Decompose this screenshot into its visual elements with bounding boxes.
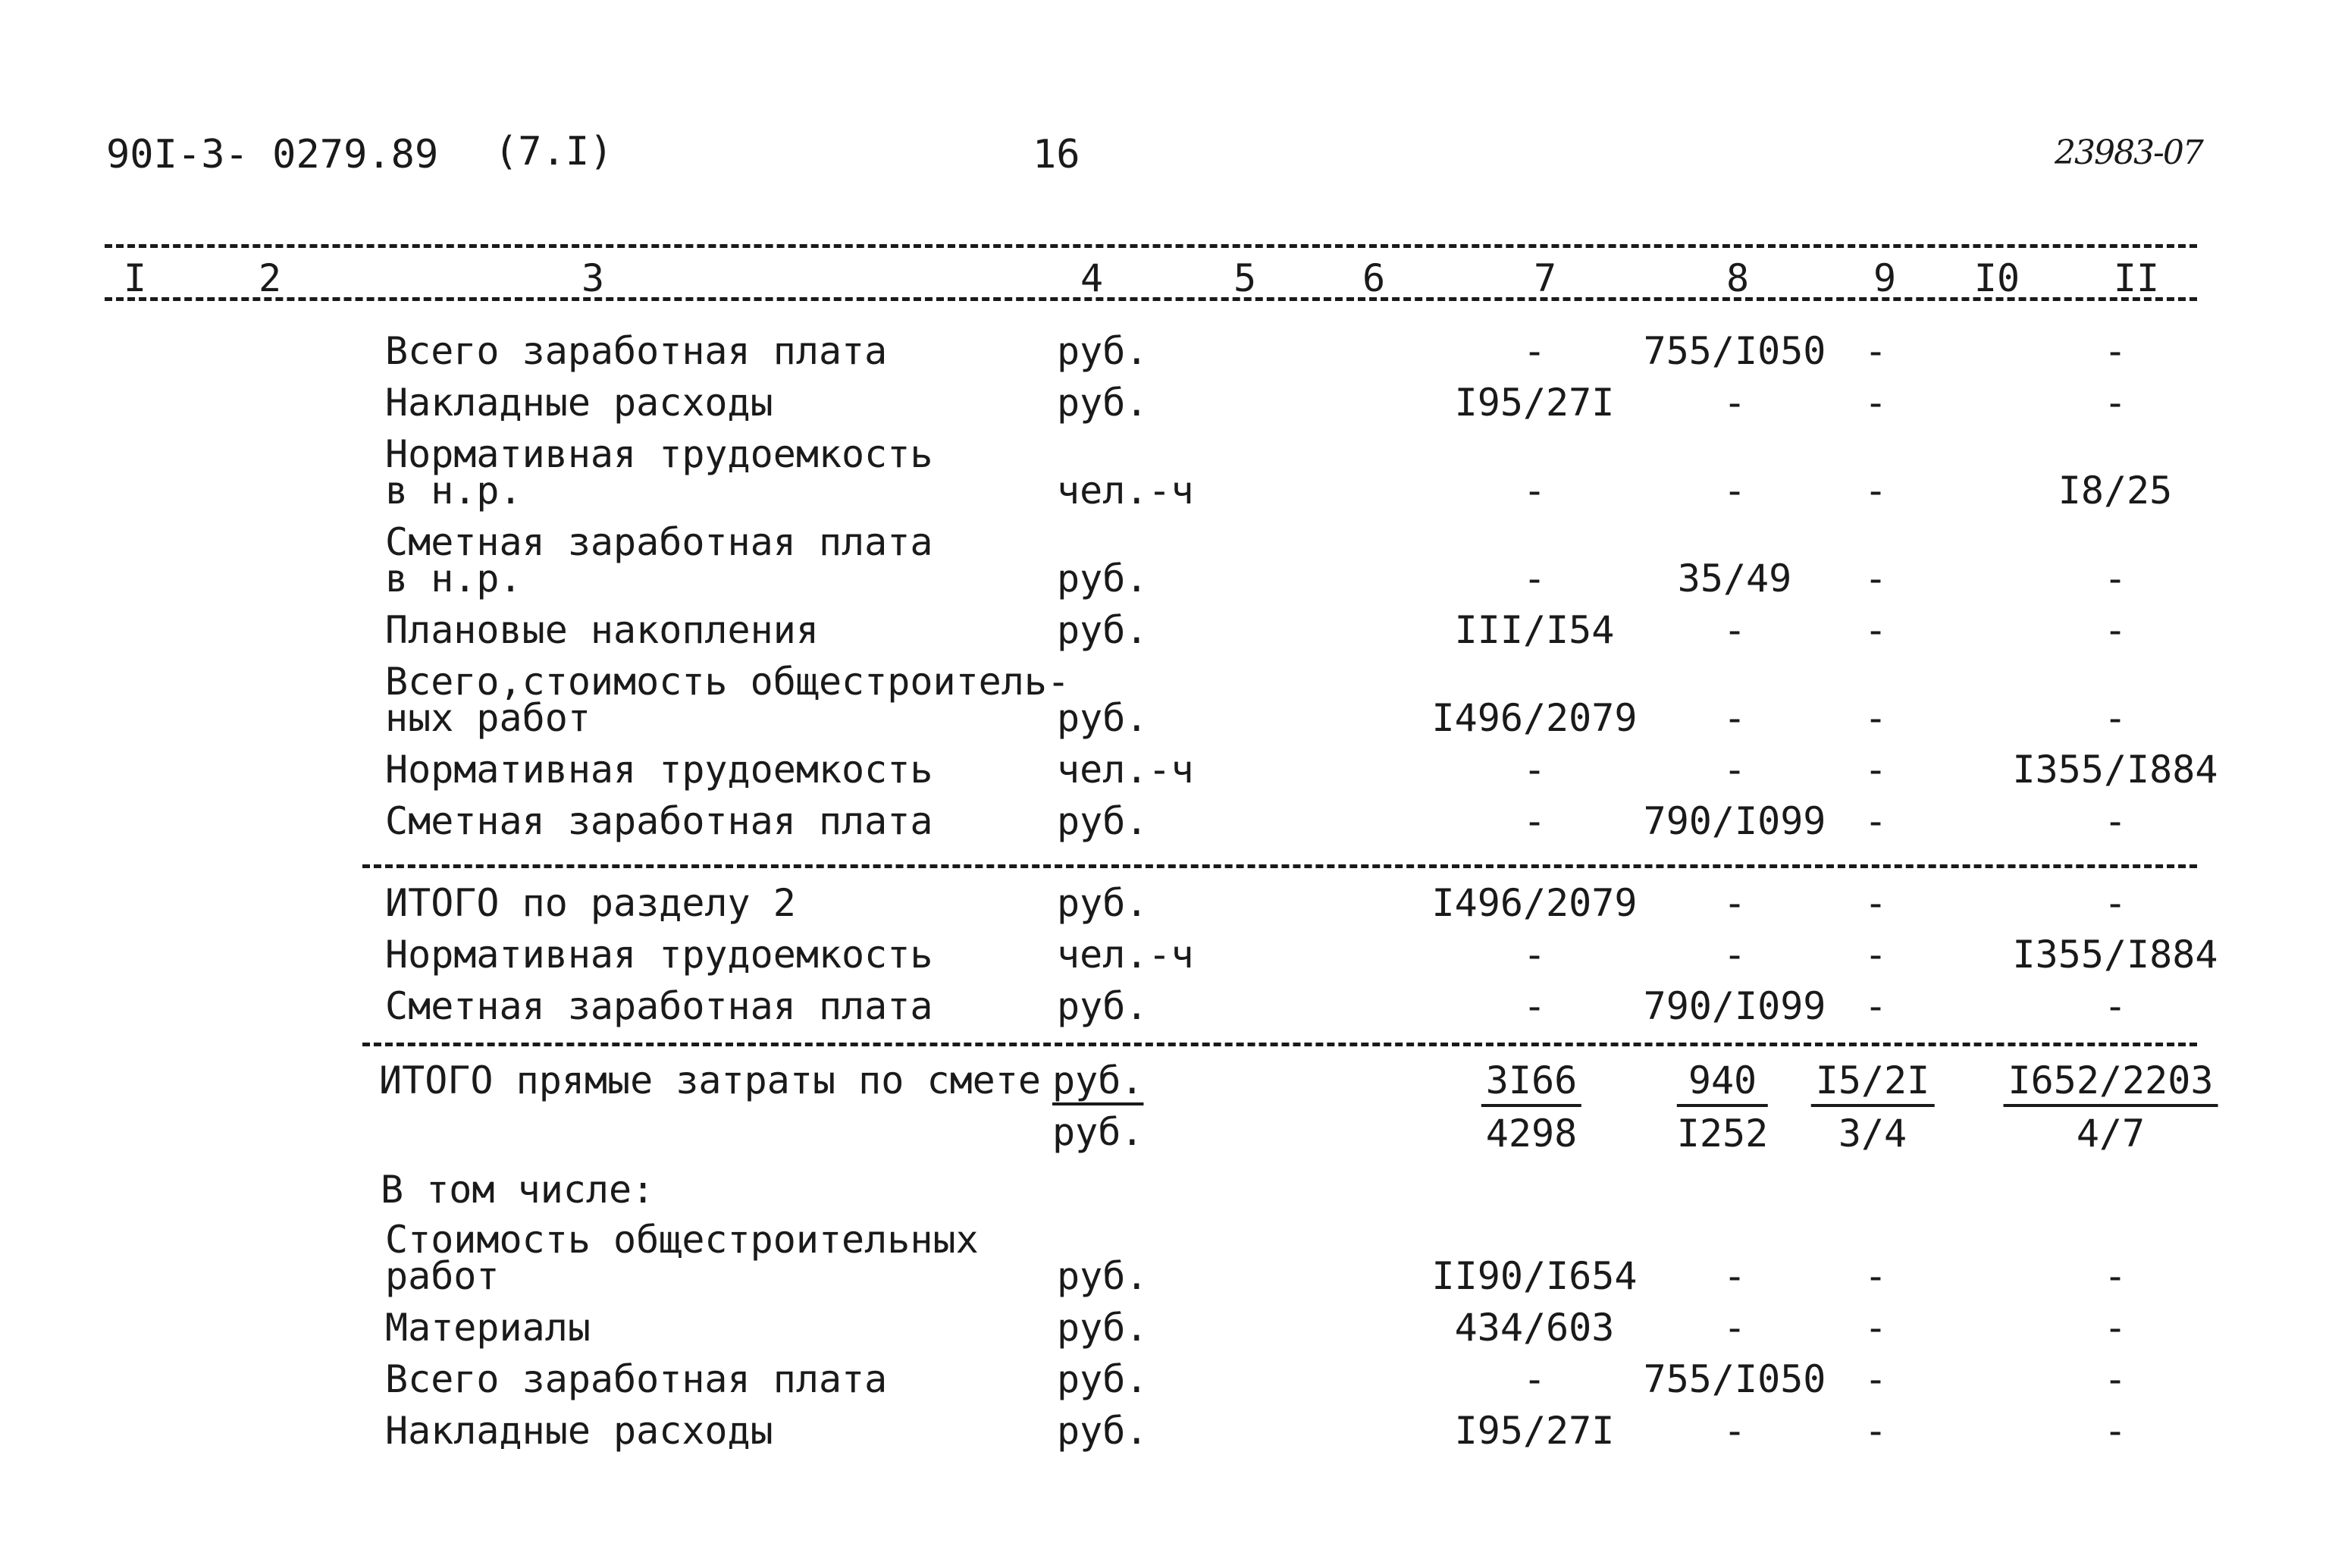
row-unit: руб. — [1057, 799, 1149, 843]
row-value-col9: - — [1864, 1357, 1888, 1401]
row-value-col8: - — [1722, 1409, 1747, 1453]
row-value-col8: - — [1722, 696, 1747, 740]
column-number-9: 9 — [1873, 256, 1897, 300]
row-value-col9: - — [1864, 1306, 1888, 1350]
total-col11-top: I652/2203 — [2004, 1062, 2218, 1107]
row-value-col9: - — [1864, 984, 1888, 1028]
page-number: 16 — [1033, 132, 1080, 177]
row-value-col7: I496/2079 — [1431, 696, 1638, 740]
row-value-col9: - — [1864, 381, 1888, 425]
row-unit: руб. — [1057, 608, 1149, 652]
row-label: Сметная заработная плата — [385, 984, 933, 1028]
row-unit: руб. — [1057, 1306, 1149, 1350]
row-value-col11: - — [2103, 799, 2127, 843]
row-value-col8: - — [1722, 881, 1747, 925]
total-col9-bottom: 3/4 — [1838, 1112, 1907, 1156]
row-value-col9: - — [1864, 748, 1888, 792]
row-value-col8: 790/I099 — [1643, 984, 1826, 1028]
row-value-col7: - — [1522, 469, 1547, 513]
row-value-col7: I95/27I — [1454, 1409, 1615, 1453]
column-number-5: 5 — [1233, 256, 1257, 300]
row-label: в н.р. — [385, 469, 522, 513]
row-value-col11: - — [2103, 1254, 2127, 1298]
row-label: Сметная заработная плата — [385, 799, 933, 843]
column-number-3: 3 — [581, 256, 605, 300]
row-unit: руб. — [1057, 329, 1149, 373]
section-divider-1 — [362, 864, 2197, 868]
row-label: Сметная заработная плата — [385, 520, 933, 564]
row-value-col8: - — [1722, 469, 1747, 513]
row-value-col8: 755/I050 — [1643, 329, 1826, 373]
row-label: ных работ — [385, 696, 591, 740]
row-value-col11: - — [2103, 1357, 2127, 1401]
total-unit-bottom: руб. — [1052, 1110, 1144, 1154]
row-label: ИТОГО по разделу 2 — [385, 881, 796, 925]
row-value-col8: - — [1722, 933, 1747, 977]
column-number-1: I — [123, 256, 147, 300]
row-value-col7: - — [1522, 799, 1547, 843]
row-value-col7: - — [1522, 748, 1547, 792]
document-code: 90I-3- 0279.89 — [106, 132, 439, 177]
row-value-col9: - — [1864, 469, 1888, 513]
row-value-col7: II90/I654 — [1431, 1254, 1638, 1298]
row-value-col9: - — [1864, 696, 1888, 740]
column-number-8: 8 — [1726, 256, 1750, 300]
section-divider-2 — [362, 1043, 2197, 1046]
row-value-col11: - — [2103, 1409, 2127, 1453]
row-value-col9: - — [1864, 1409, 1888, 1453]
total-col8-bottom: I252 — [1676, 1112, 1769, 1156]
row-unit: руб. — [1057, 1254, 1149, 1298]
row-label: Всего,стоимость общестроитель- — [385, 660, 1070, 704]
row-value-col11: I355/I884 — [2012, 748, 2218, 792]
row-value-col9: - — [1864, 799, 1888, 843]
total-col7-top: 3I66 — [1481, 1062, 1581, 1107]
column-number-2: 2 — [258, 256, 282, 300]
total-col11 — [2004, 1058, 2218, 1156]
row-label: работ — [385, 1254, 500, 1298]
handwritten-reference: 23983-07 — [2055, 133, 2202, 172]
row-label: Нормативная трудоемкость — [385, 933, 933, 977]
row-value-col9: - — [1864, 608, 1888, 652]
row-value-col7: - — [1522, 1357, 1547, 1401]
row-value-col9: - — [1864, 557, 1888, 601]
row-unit: руб. — [1057, 696, 1149, 740]
row-label: в н.р. — [385, 557, 522, 601]
row-value-col11: - — [2103, 329, 2127, 373]
row-value-col9: - — [1864, 1254, 1888, 1298]
row-value-col11: - — [2103, 1306, 2127, 1350]
row-value-col8: - — [1722, 608, 1747, 652]
row-value-col11: I8/25 — [2058, 469, 2173, 513]
row-unit: чел.-ч — [1057, 933, 1194, 977]
row-label: Плановые накопления — [385, 608, 819, 652]
row-value-col7: - — [1522, 933, 1547, 977]
column-number-7: 7 — [1533, 256, 1557, 300]
total-col11-bottom: 4/7 — [2076, 1112, 2146, 1156]
row-value-col8: - — [1722, 748, 1747, 792]
row-value-col8: 790/I099 — [1643, 799, 1826, 843]
column-header-rule — [105, 297, 2197, 301]
total-label: ИТОГО прямые затраты по смете — [379, 1058, 1041, 1102]
total-unit-top: руб. — [1052, 1058, 1144, 1102]
column-number-6: 6 — [1362, 256, 1386, 300]
row-label: Накладные расходы — [385, 381, 773, 425]
row-value-col9: - — [1864, 329, 1888, 373]
row-value-col11: - — [2103, 984, 2127, 1028]
row-value-col9: - — [1864, 933, 1888, 977]
row-unit: чел.-ч — [1057, 748, 1194, 792]
row-value-col11: - — [2103, 608, 2127, 652]
row-unit: руб. — [1057, 984, 1149, 1028]
row-value-col11: - — [2103, 381, 2127, 425]
row-unit: руб. — [1057, 381, 1149, 425]
row-value-col8: - — [1722, 381, 1747, 425]
row-value-col7: - — [1522, 557, 1547, 601]
table-top-rule — [105, 244, 2197, 248]
row-unit: чел.-ч — [1057, 469, 1194, 513]
row-value-col7: 434/603 — [1454, 1306, 1615, 1350]
section-number: (7.I) — [494, 129, 613, 174]
including-label: В том числе: — [381, 1168, 655, 1212]
row-value-col9: - — [1864, 881, 1888, 925]
row-label: Нормативная трудоемкость — [385, 748, 933, 792]
row-value-col11: I355/I884 — [2012, 933, 2218, 977]
total-col8-top: 940 — [1677, 1062, 1768, 1107]
row-unit: руб. — [1057, 1409, 1149, 1453]
column-number-10: I0 — [1973, 256, 2020, 300]
column-number-4: 4 — [1080, 256, 1104, 300]
total-col7 — [1481, 1058, 1581, 1156]
column-number-11: II — [2113, 256, 2160, 300]
row-value-col8: 35/49 — [1677, 557, 1792, 601]
total-col8 — [1676, 1058, 1769, 1156]
row-label: Накладные расходы — [385, 1409, 773, 1453]
row-value-col7: III/I54 — [1454, 608, 1615, 652]
row-unit: руб. — [1057, 1357, 1149, 1401]
row-value-col11: - — [2103, 881, 2127, 925]
total-col9-top: I5/2I — [1811, 1062, 1935, 1107]
row-value-col7: I496/2079 — [1431, 881, 1638, 925]
row-unit: руб. — [1057, 881, 1149, 925]
row-label: Нормативная трудоемкость — [385, 432, 933, 476]
total-col7-bottom: 4298 — [1485, 1112, 1578, 1156]
total-col9 — [1811, 1058, 1935, 1156]
row-value-col7: - — [1522, 984, 1547, 1028]
row-label: Материалы — [385, 1306, 591, 1350]
row-value-col8: - — [1722, 1306, 1747, 1350]
row-value-col11: - — [2103, 696, 2127, 740]
row-label: Всего заработная плата — [385, 329, 888, 373]
row-value-col7: - — [1522, 329, 1547, 373]
row-value-col8: 755/I050 — [1643, 1357, 1826, 1401]
row-label: Всего заработная плата — [385, 1357, 888, 1401]
row-value-col7: I95/27I — [1454, 381, 1615, 425]
row-label: Стоимость общестроительных — [385, 1218, 979, 1262]
row-unit: руб. — [1057, 557, 1149, 601]
row-value-col8: - — [1722, 1254, 1747, 1298]
row-value-col11: - — [2103, 557, 2127, 601]
